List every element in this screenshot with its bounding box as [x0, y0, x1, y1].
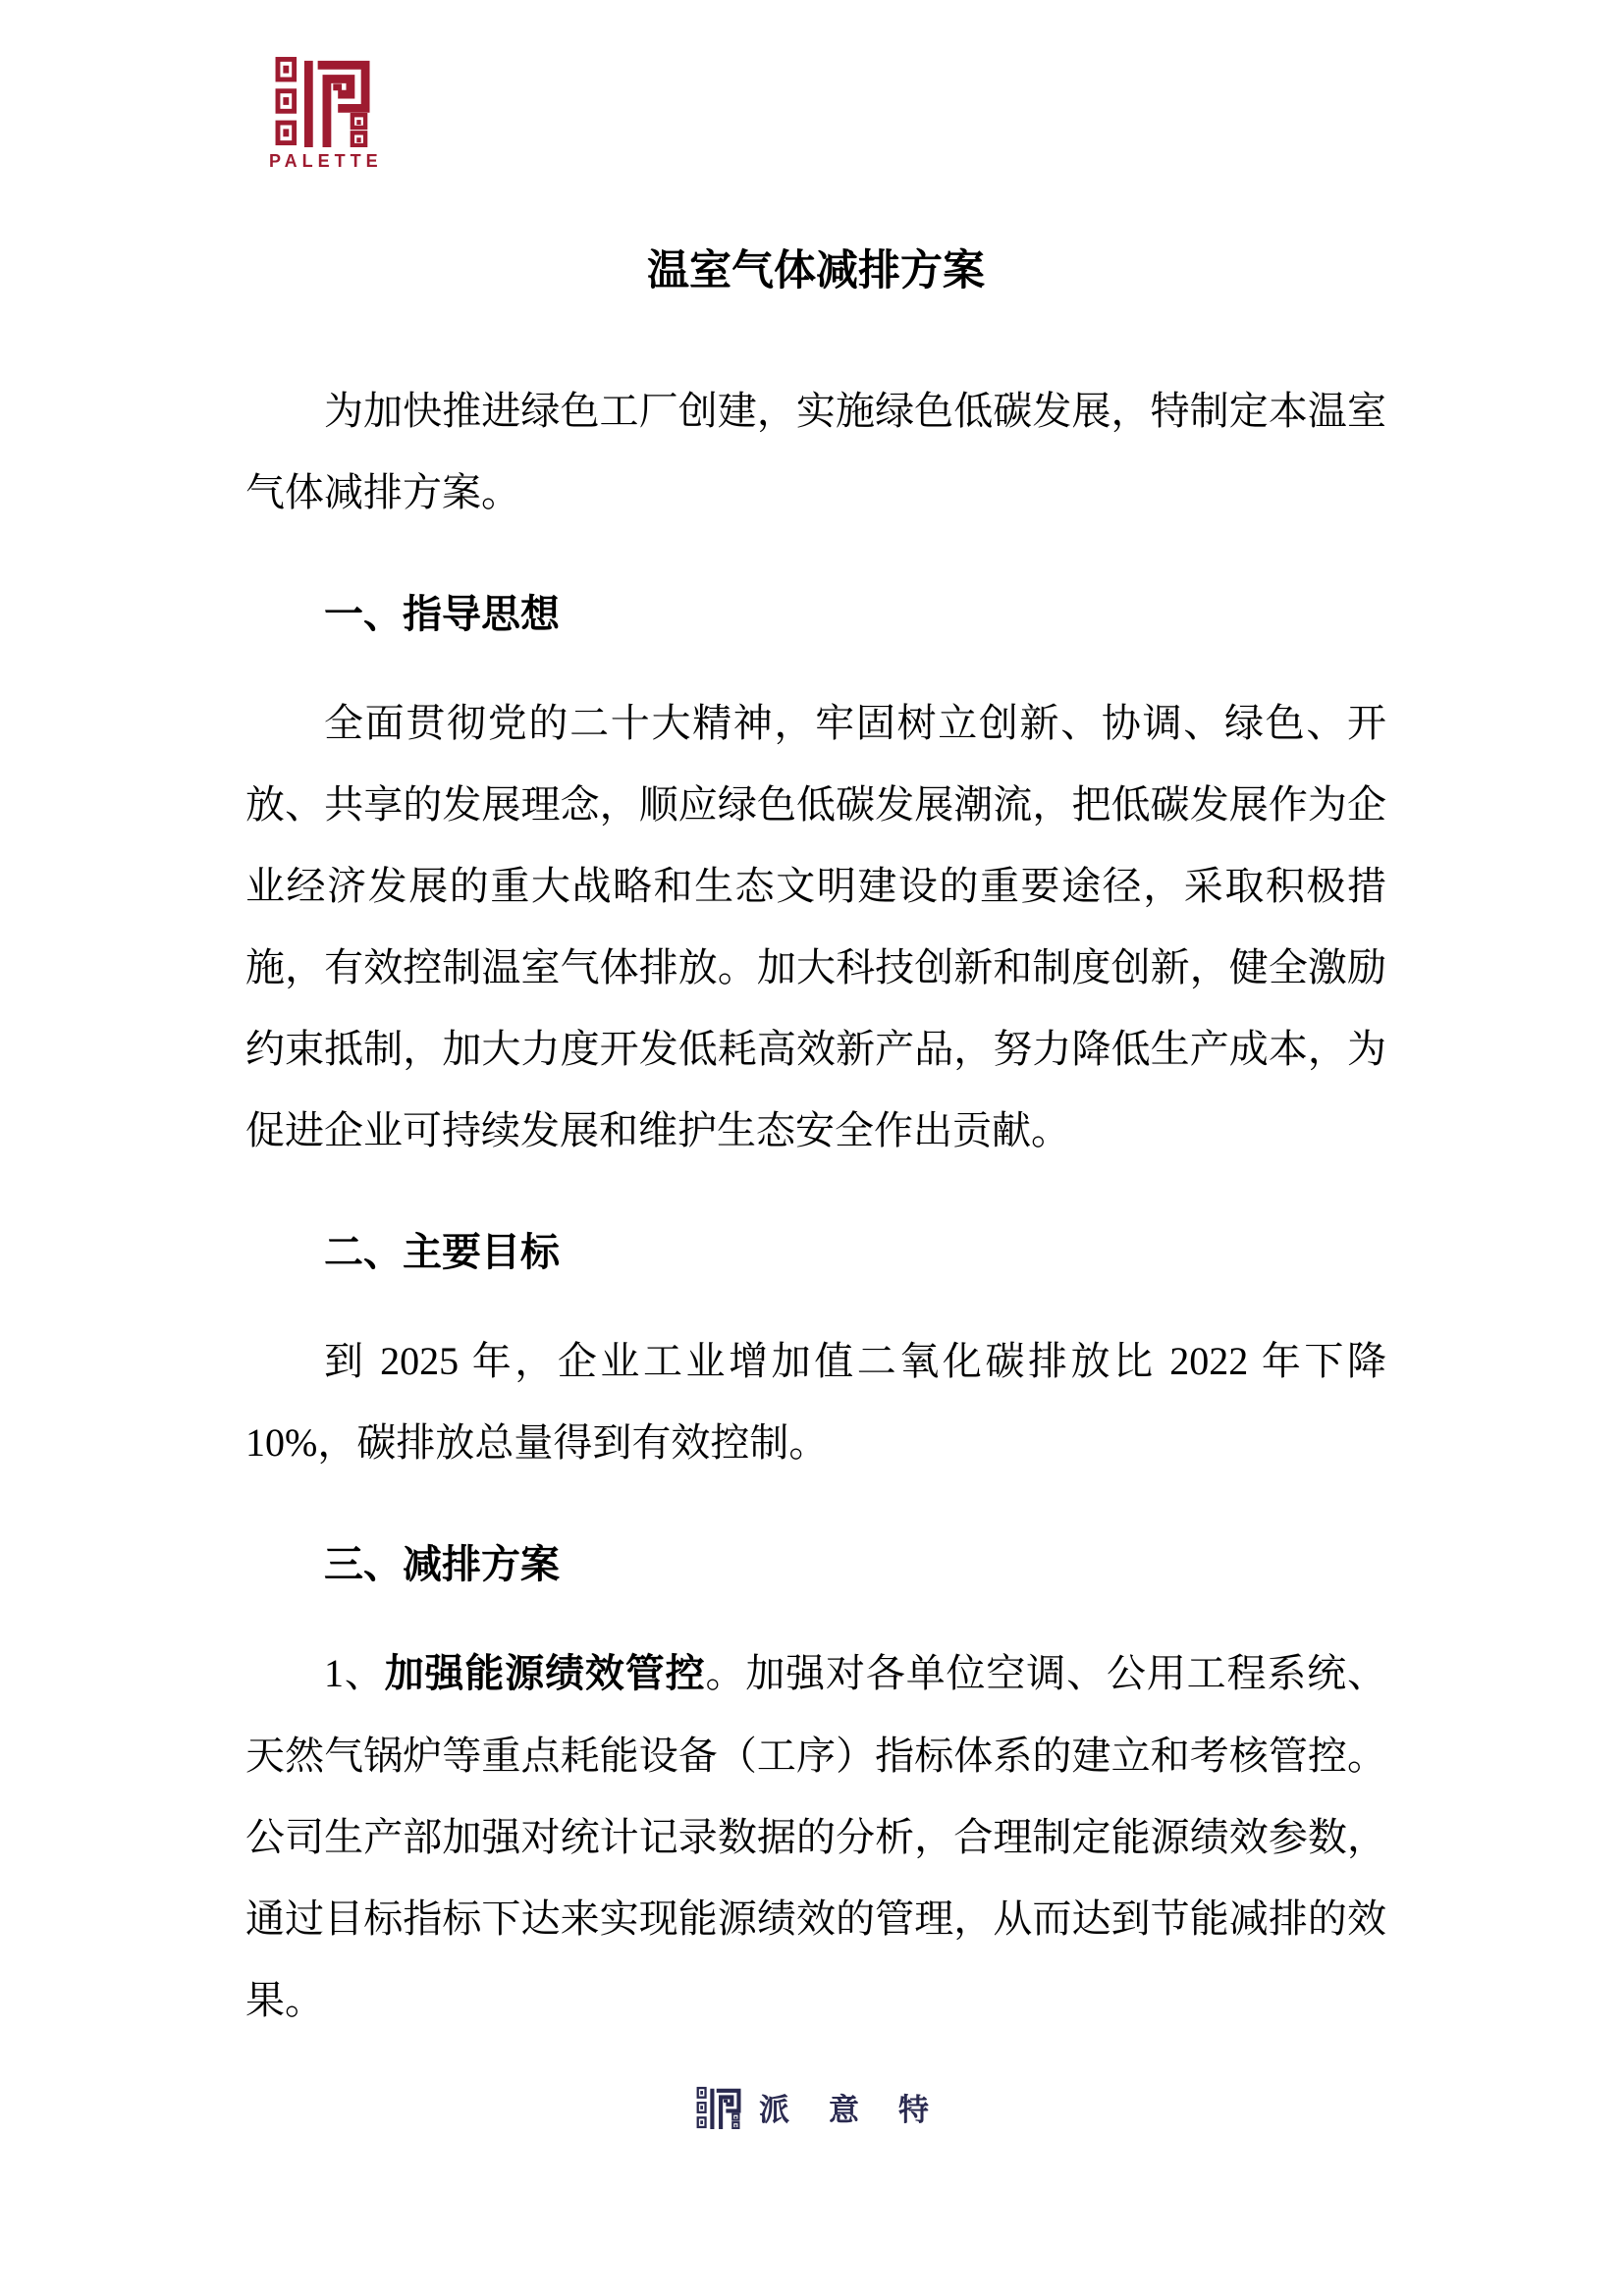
section-paragraph-guiding-ideology: 全面贯彻党的二十大精神，牢固树立创新、协调、绿色、开放、共享的发展理念，顺应绿色低碳发展潮流，把低碳发展作为企业经济发展的重大战略和生态文明建设的重要途径，采取积极措施，有效控制温室气体排放。加大科技创新和制度创新，健全激励约束抵制，加大力度开发低耗高效新产品，努力降低生产成本，为促进企业可持续发展和维护生态安全作出贡献。 — [245, 701, 1386, 1152]
palette-wordmark: PALETTE — [269, 151, 383, 171]
paiyite-logo-icon — [695, 2086, 743, 2129]
section-heading-main-goals: 二、主要目标 — [324, 1231, 560, 1274]
item-text: 。加强对各单位空调、公用工程系统、天然气锅炉等重点耗能设备（工序）指标体系的建立和考核管控。公司生产部加强对统计记录数据的分析，合理制定能源绩效参数，通过目标指标下达来实现能源绩效的管理，从而达到节能减排的效果。 — [245, 1651, 1387, 2022]
palette-logo-icon — [272, 55, 375, 147]
document-title: 温室气体减排方案 — [647, 248, 985, 294]
palette-logo — [269, 55, 383, 172]
footer-brand — [0, 2085, 1624, 2129]
section-heading-reduction-plan: 三、减排方案 — [324, 1543, 560, 1586]
section-heading-guiding-ideology: 一、指导思想 — [324, 593, 560, 636]
numbered-item-paragraph — [245, 1632, 1386, 2041]
intro-paragraph: 为加快推进绿色工厂创建，实施绿色低碳发展，特制定本温室气体减排方案。 — [245, 389, 1386, 514]
item-number: 1、 — [324, 1651, 385, 1695]
item-bold-lead: 加强能源绩效管控 — [384, 1652, 706, 1695]
paiyite-brand-text: 派意特 — [759, 2093, 968, 2127]
section-paragraph-main-goals: 到 2025 年，企业工业增加值二氧化碳排放比 2022 年下降 10%，碳排放总量得到有效控制。 — [245, 1339, 1386, 1465]
